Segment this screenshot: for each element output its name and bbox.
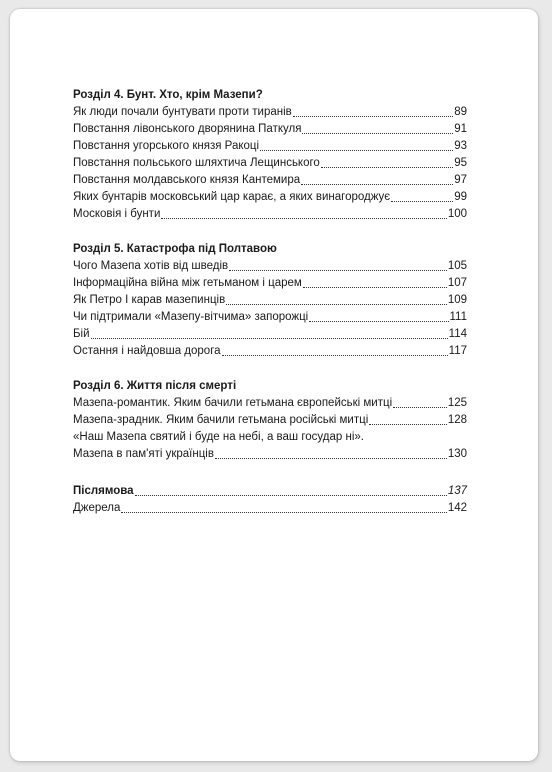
toc-entry — [73, 326, 467, 343]
toc-entry — [73, 446, 467, 463]
toc-entry-afterword — [73, 483, 467, 500]
toc-entry — [73, 309, 467, 326]
entry-page: 125 — [447, 397, 467, 409]
book-page — [10, 9, 538, 761]
dot-leader — [229, 270, 447, 271]
entry-title: Повстання молдавського князя Кантемира — [73, 174, 301, 186]
entry-page: 128 — [447, 414, 467, 426]
dot-leader — [226, 304, 447, 305]
entry-page: 117 — [448, 345, 467, 357]
entry-page: 142 — [447, 502, 467, 514]
entry-title: Джерела — [73, 502, 121, 514]
entry-title: Мазепа в пам'яті українців — [73, 448, 214, 460]
toc-entry — [73, 155, 467, 172]
toc-entry — [73, 395, 467, 412]
dot-leader — [135, 495, 447, 496]
toc-entry — [73, 275, 467, 292]
toc-entry — [73, 104, 467, 121]
entry-title: «Наш Мазепа святий і буде на небі, а ваш государ ні». — [73, 431, 364, 443]
entry-title: Яких бунтарів московський цар карає, а яких винагороджує — [73, 191, 391, 203]
entry-title: Повстання угорського князя Ракоці — [73, 140, 260, 152]
entry-title: Інформаційна війна між гетьманом і царем — [73, 277, 302, 289]
dot-leader — [303, 287, 447, 288]
entry-title: Післямова — [73, 485, 134, 497]
dot-leader — [301, 184, 453, 185]
entry-page: 97 — [454, 174, 467, 186]
entry-page: 105 — [447, 260, 467, 272]
dot-leader — [222, 355, 448, 356]
entry-page: 109 — [447, 294, 467, 306]
toc-entry-sources — [73, 500, 467, 517]
entry-page: 93 — [454, 140, 467, 152]
toc-entry — [73, 172, 467, 189]
entry-title: Повстання польського шляхтича Лещинського — [73, 157, 320, 169]
dot-leader — [293, 116, 453, 117]
dot-leader — [309, 321, 448, 322]
entry-page: 91 — [454, 123, 467, 135]
toc-entry-continued — [73, 429, 467, 446]
toc-entry — [73, 412, 467, 429]
entry-title: Мазепа-зрадник. Яким бачили гетьмана російські митці — [73, 414, 369, 426]
entry-title: Чого Мазепа хотів від шведів — [73, 260, 229, 272]
entry-title: Московія і бунти — [73, 208, 161, 220]
section-spacer — [73, 463, 467, 483]
entry-title: Бій — [73, 328, 90, 340]
entry-page: 89 — [454, 106, 467, 118]
toc-entry — [73, 343, 467, 360]
entry-title: Як люди почали бунтувати проти тиранів — [73, 106, 292, 118]
dot-leader — [91, 338, 448, 339]
dot-leader — [369, 424, 447, 425]
toc-entry — [73, 292, 467, 309]
toc-section-5 — [73, 241, 467, 360]
entry-title: Мазепа-романтик. Яким бачили гетьмана європейські митці — [73, 397, 393, 409]
dot-leader — [393, 407, 447, 408]
toc-entry — [73, 258, 467, 275]
entry-title: Як Петро І карав мазепинців — [73, 294, 226, 306]
dot-leader — [161, 218, 446, 219]
section-heading: Розділ 4. Бунт. Хто, крім Мазепи? — [73, 89, 263, 101]
section-spacer — [73, 223, 467, 241]
toc-section-6 — [73, 378, 467, 463]
table-of-contents — [73, 87, 467, 517]
entry-page: 95 — [454, 157, 467, 169]
entry-page: 100 — [447, 208, 467, 220]
entry-page: 114 — [448, 328, 467, 340]
entry-page: 111 — [449, 311, 467, 323]
entry-page: 107 — [447, 277, 467, 289]
toc-entry — [73, 189, 467, 206]
toc-section-4 — [73, 87, 467, 223]
toc-entry — [73, 121, 467, 138]
entry-title: Чи підтримали «Мазепу-вітчима» запорожці — [73, 311, 309, 323]
entry-page: 137 — [447, 485, 467, 497]
dot-leader — [321, 167, 453, 168]
section-heading: Розділ 5. Катастрофа під Полтавою — [73, 243, 277, 255]
dot-leader — [121, 512, 446, 513]
section-heading: Розділ 6. Життя після смерті — [73, 380, 237, 392]
toc-backmatter — [73, 483, 467, 517]
toc-entry — [73, 206, 467, 223]
entry-page: 130 — [447, 448, 467, 460]
section-spacer — [73, 360, 467, 378]
dot-leader — [260, 150, 453, 151]
dot-leader — [215, 458, 447, 459]
dot-leader — [302, 133, 453, 134]
entry-page: 99 — [454, 191, 467, 203]
entry-title: Остання і найдовша дорога — [73, 345, 221, 357]
entry-title: Повстання лівонського дворянина Паткуля — [73, 123, 302, 135]
toc-entry — [73, 138, 467, 155]
dot-leader — [391, 201, 453, 202]
